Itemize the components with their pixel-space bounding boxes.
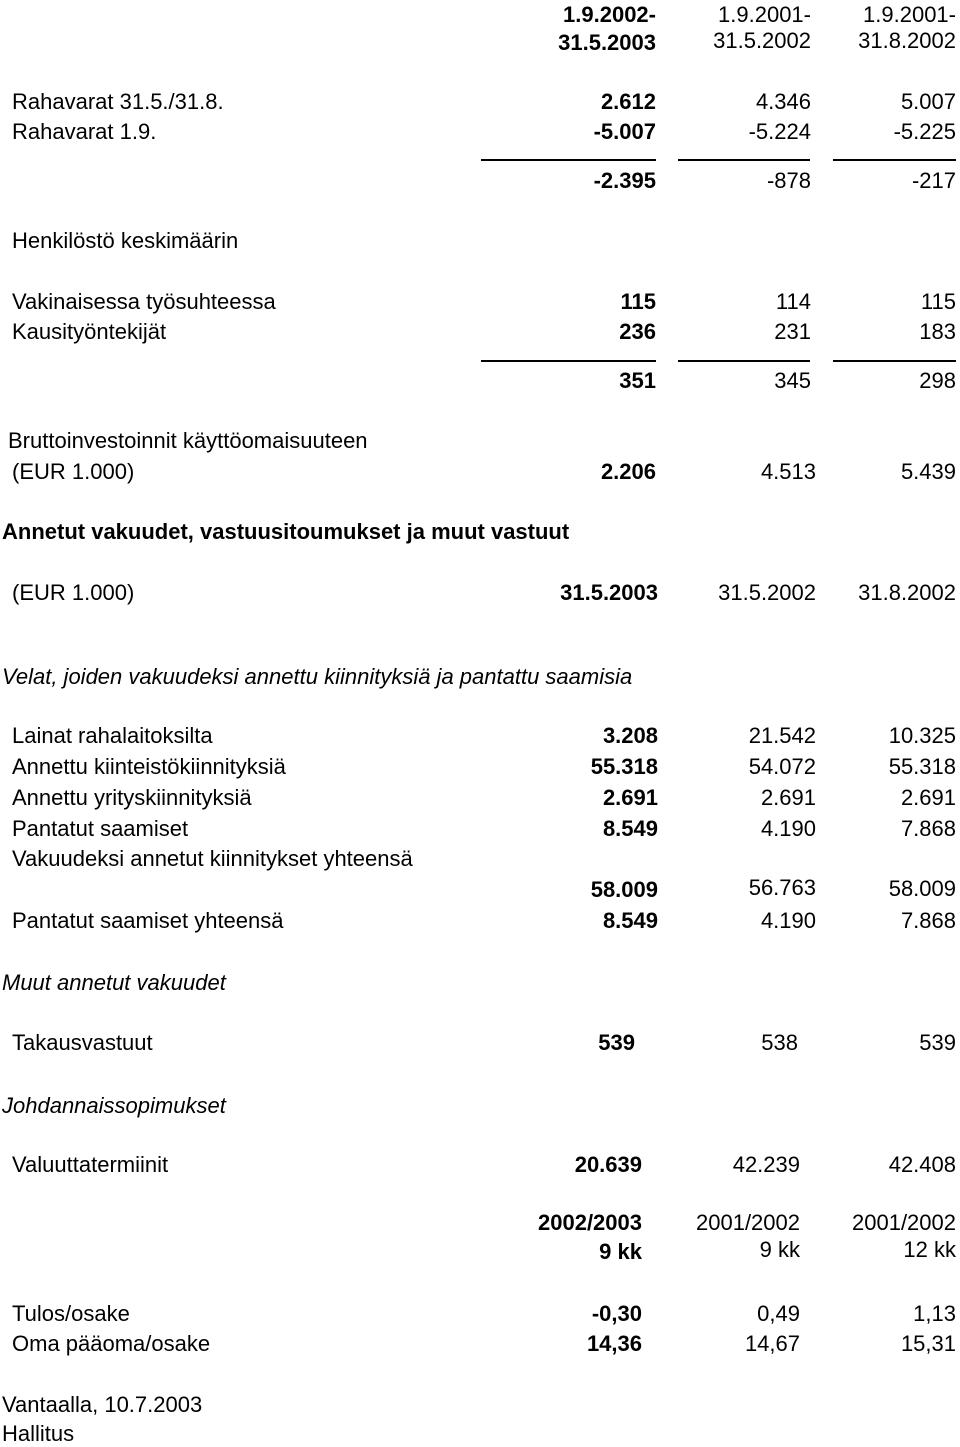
sum-rule — [833, 360, 956, 362]
secured-row-value-fy: 55.318 — [888, 754, 956, 779]
personnel-row-label: Kausityöntekijät — [12, 319, 167, 344]
other-guarantees-value-fy: 539 — [919, 1030, 956, 1055]
secured-debts-heading: Velat, joiden vakuudeksi annettu kiinnityksiä ja pantattu saamisia — [2, 664, 633, 689]
other-guarantees-heading: Muut annetut vakuudet — [2, 970, 226, 995]
cash-row-label: Rahavarat 1.9. — [12, 119, 157, 144]
secured-row-label: Annettu kiinteistökiinnityksiä — [12, 754, 286, 779]
personnel-row-value-fy: 115 — [920, 289, 956, 314]
period-header-fy-line1: 1.9.2001- — [863, 2, 956, 27]
period-header-current-line2: 31.5.2003 — [558, 30, 656, 55]
guarantees-heading: Annetut vakuudet, vastuusitoumukset ja muut vastuut — [2, 519, 570, 544]
sum-rule — [481, 360, 656, 362]
pledged-total-value-current: 8.549 — [602, 908, 658, 933]
secured-row-value-current: 8.549 — [602, 816, 658, 841]
personnel-total-current: 351 — [619, 368, 656, 393]
cash-row-value-current: 2.612 — [600, 89, 656, 114]
derivatives-value-current: 20.639 — [574, 1152, 642, 1177]
derivatives-value-fy: 42.408 — [888, 1152, 956, 1177]
cash-total-prev: -878 — [766, 168, 811, 193]
per-share-row-value-prev: 14,67 — [744, 1331, 800, 1356]
guarantees-date-prev: 31.5.2002 — [718, 580, 816, 605]
per-share-row-value-fy: 1,13 — [913, 1301, 956, 1326]
cash-total-current: -2.395 — [593, 168, 656, 193]
cash-row-value-prev: -5.224 — [748, 119, 811, 144]
secured-row-value-fy: 2.691 — [900, 785, 956, 810]
cash-row-value-prev: 4.346 — [755, 89, 811, 114]
period-header-prev-line1: 1.9.2001- — [718, 2, 811, 27]
investments-value-fy: 5.439 — [900, 459, 956, 484]
investments-heading: Bruttoinvestoinnit käyttöomaisuuteen — [8, 428, 368, 453]
other-guarantees-value-prev: 538 — [761, 1030, 798, 1055]
secured-row-value-prev: 54.072 — [748, 754, 816, 779]
guarantees-date-current: 31.5.2003 — [560, 580, 658, 605]
per-share-row-label: Tulos/osake — [12, 1301, 130, 1326]
cash-row-value-fy: 5.007 — [900, 89, 956, 114]
mortgages-total-value-current: 58.009 — [590, 877, 658, 902]
personnel-heading: Henkilöstö keskimäärin — [12, 228, 239, 253]
cash-row-label: Rahavarat 31.5./31.8. — [12, 89, 224, 114]
other-guarantees-label: Takausvastuut — [12, 1030, 153, 1055]
footer-signer: Hallitus — [2, 1421, 75, 1446]
other-guarantees-value-current: 539 — [598, 1030, 635, 1055]
secured-row-value-fy: 10.325 — [888, 723, 956, 748]
investments-unit: (EUR 1.000) — [12, 459, 135, 484]
mortgages-total-label: Vakuudeksi annetut kiinnitykset yhteensä — [12, 846, 413, 871]
personnel-total-prev: 345 — [774, 368, 811, 393]
period-header-prev-line2: 31.5.2002 — [713, 28, 811, 53]
sum-rule — [833, 159, 956, 161]
per-share-header-current-line2: 9 kk — [599, 1239, 642, 1264]
per-share-row-value-fy: 15,31 — [900, 1331, 956, 1356]
per-share-row-label: Oma pääoma/osake — [12, 1331, 211, 1356]
secured-row-value-current: 2.691 — [602, 785, 658, 810]
secured-row-label: Lainat rahalaitoksilta — [12, 723, 213, 748]
secured-row-value-current: 3.208 — [602, 723, 658, 748]
sum-rule — [678, 159, 810, 161]
per-share-header-current-line1: 2002/2003 — [538, 1210, 642, 1235]
derivatives-heading: Johdannaissopimukset — [2, 1093, 226, 1118]
per-share-header-prev-line1: 2001/2002 — [696, 1210, 800, 1235]
personnel-row-label: Vakinaisessa työsuhteessa — [12, 289, 276, 314]
personnel-row-value-current: 236 — [619, 319, 656, 344]
pledged-total-value-prev: 4.190 — [760, 908, 816, 933]
mortgages-total-value-prev: 56.763 — [748, 875, 816, 900]
cash-total-fy: -217 — [911, 168, 956, 193]
personnel-row-value-current: 115 — [620, 289, 656, 314]
pledged-total-value-fy: 7.868 — [900, 908, 956, 933]
per-share-header-fy-line1: 2001/2002 — [852, 1210, 956, 1235]
sum-rule — [481, 159, 656, 161]
secured-row-value-prev: 21.542 — [748, 723, 816, 748]
cash-row-value-current: -5.007 — [593, 119, 656, 144]
guarantees-unit: (EUR 1.000) — [12, 580, 135, 605]
pledged-total-label: Pantatut saamiset yhteensä — [12, 908, 284, 933]
personnel-row-value-prev: 231 — [774, 319, 811, 344]
per-share-header-prev-line2: 9 kk — [759, 1237, 800, 1262]
secured-row-value-prev: 4.190 — [760, 816, 816, 841]
derivatives-value-prev: 42.239 — [732, 1152, 800, 1177]
period-header-fy-line2: 31.8.2002 — [858, 28, 956, 53]
per-share-row-value-current: -0,30 — [591, 1301, 642, 1326]
secured-row-value-prev: 2.691 — [760, 785, 816, 810]
investments-value-prev: 4.513 — [760, 459, 816, 484]
derivatives-label: Valuuttatermiinit — [12, 1152, 169, 1177]
secured-row-label: Pantatut saamiset — [12, 816, 189, 841]
investments-value-current: 2.206 — [600, 459, 656, 484]
guarantees-date-fy: 31.8.2002 — [858, 580, 956, 605]
secured-row-label: Annettu yrityskiinnityksiä — [12, 785, 252, 810]
cash-row-value-fy: -5.225 — [893, 119, 956, 144]
personnel-row-value-fy: 183 — [919, 319, 956, 344]
period-header-current-line1: 1.9.2002- — [563, 2, 656, 27]
mortgages-total-value-fy: 58.009 — [888, 876, 956, 901]
sum-rule — [678, 360, 810, 362]
personnel-row-value-prev: 114 — [775, 289, 811, 314]
secured-row-value-current: 55.318 — [590, 754, 658, 779]
per-share-row-value-prev: 0,49 — [757, 1301, 800, 1326]
per-share-header-fy-line2: 12 kk — [903, 1237, 956, 1262]
secured-row-value-fy: 7.868 — [900, 816, 956, 841]
personnel-total-fy: 298 — [919, 368, 956, 393]
per-share-row-value-current: 14,36 — [586, 1331, 642, 1356]
footer-place-date: Vantaalla, 10.7.2003 — [2, 1392, 203, 1417]
